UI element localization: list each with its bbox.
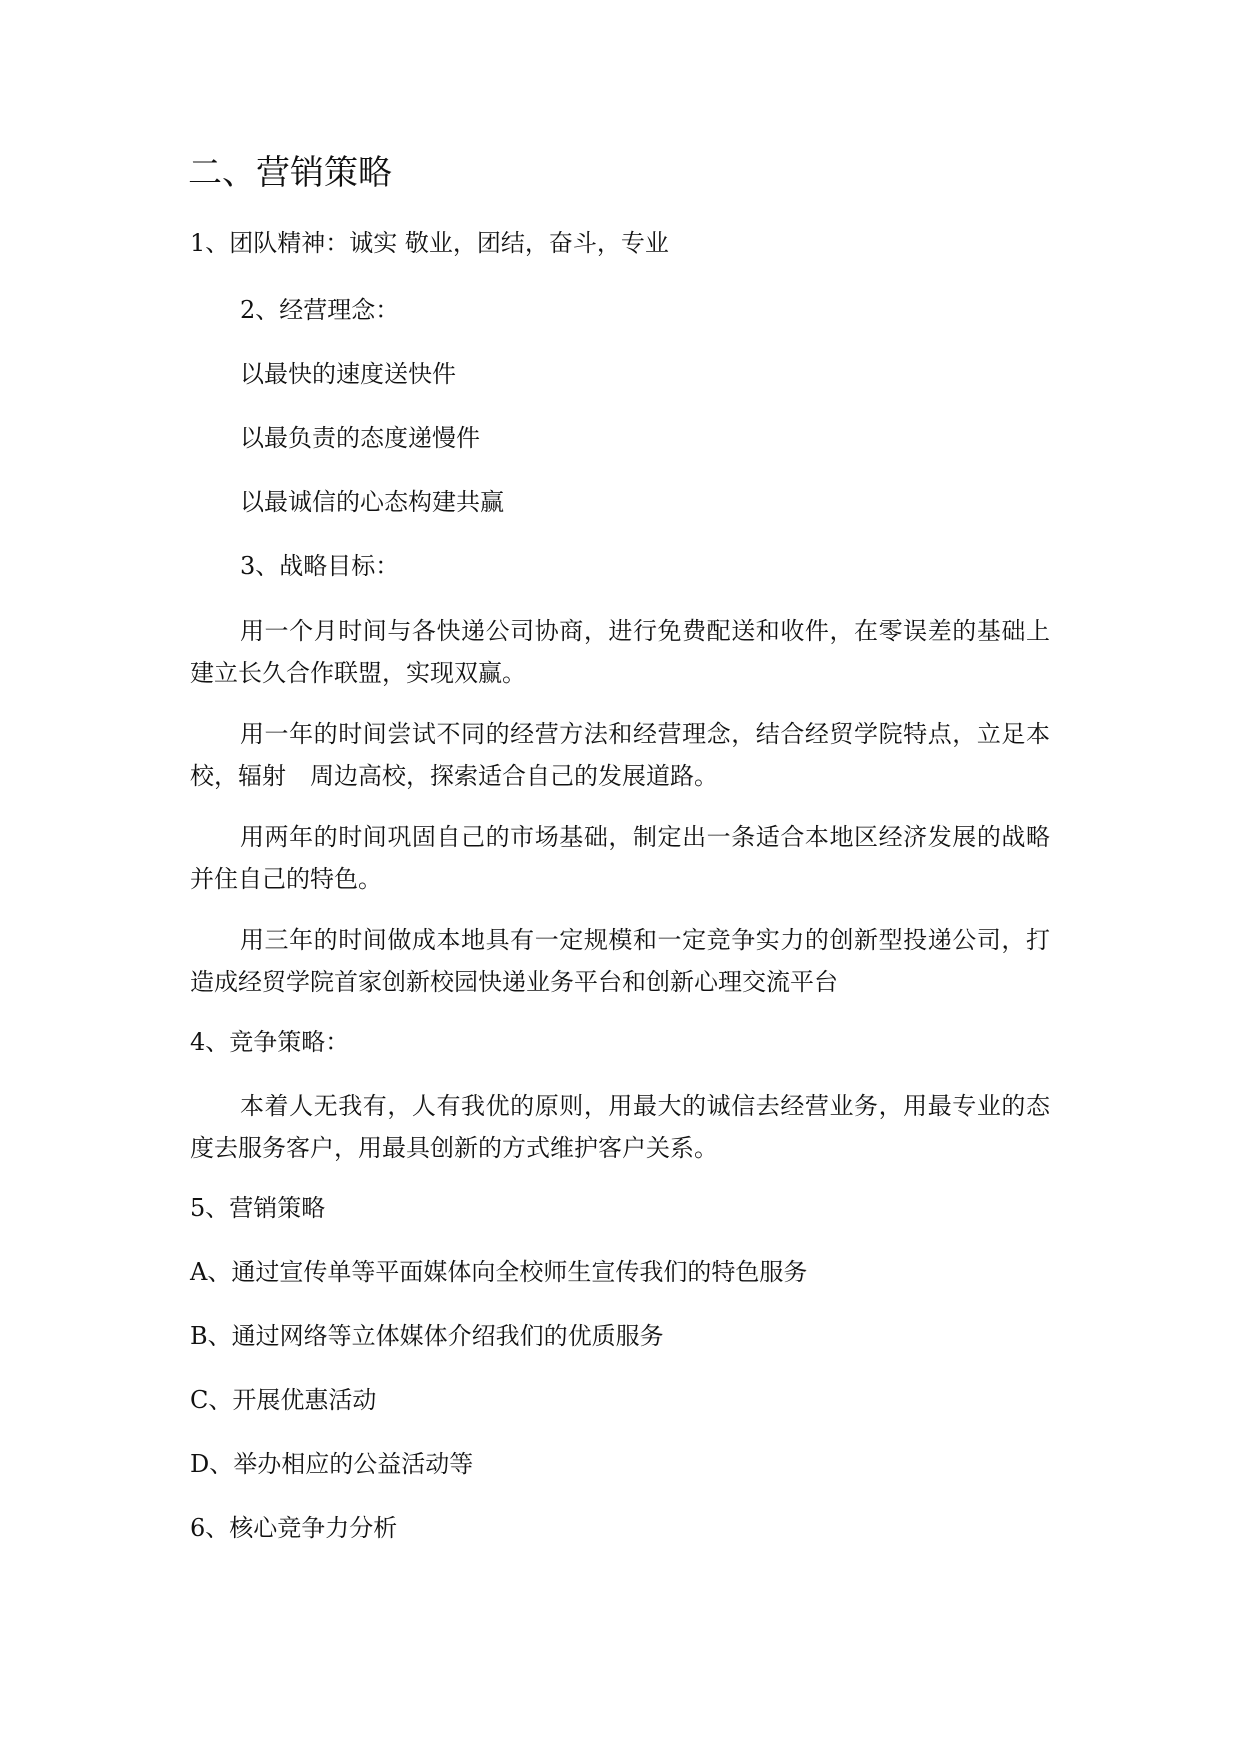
item-competition-strategy: 4、竞争策略： (190, 1028, 350, 1056)
goal-paragraph: 用三年的时间做成本地具有一定规模和一定竞争实力的创新型投递公司，打造成经贸学院首家创新校园快递业务平台和创新心理交流平台 (190, 926, 1050, 996)
competition-paragraph: 本着人无我有，人有我优的原则，用最大的诚信去经营业务，用最专业的态度去服务客户，用最具创新的方式维护客户关系。 (190, 1092, 1050, 1162)
marketing-line: A、通过宣传单等平面媒体向全校师生宣传我们的特色服务 (190, 1258, 808, 1286)
goal-paragraph: 用两年的时间巩固自己的市场基础，制定出一条适合本地区经济发展的战略并住自己的特色。 (190, 823, 1050, 893)
item-marketing-strategy: 5、营销策略 (190, 1194, 326, 1222)
goal-paragraph: 用一年的时间尝试不同的经营方法和经营理念，结合经贸学院特点，立足本校，辐射 周边高校，探索适合自己的发展道路。 (190, 720, 1050, 790)
philosophy-line: 以最快的速度送快件 (240, 360, 456, 388)
item-team-spirit: 1、团队精神：诚实 敬业，团结，奋斗，专业 (190, 229, 669, 257)
marketing-line: D、举办相应的公益活动等 (190, 1450, 474, 1478)
item-core-competitiveness: 6、核心竞争力分析 (190, 1514, 398, 1542)
section-heading: 二、营销策略 (188, 153, 392, 193)
goal-paragraph: 用一个月时间与各快递公司协商，进行免费配送和收件，在零误差的基础上建立长久合作联盟，实现双赢。 (190, 617, 1050, 687)
philosophy-line: 以最诚信的心态构建共赢 (240, 488, 504, 516)
item-strategic-goals: 3、战略目标： (240, 552, 400, 580)
item-business-philosophy: 2、经营理念： (240, 296, 400, 324)
philosophy-line: 以最负责的态度递慢件 (240, 424, 480, 452)
marketing-line: B、通过网络等立体媒体介绍我们的优质服务 (190, 1322, 664, 1350)
marketing-line: C、开展优惠活动 (190, 1386, 377, 1414)
